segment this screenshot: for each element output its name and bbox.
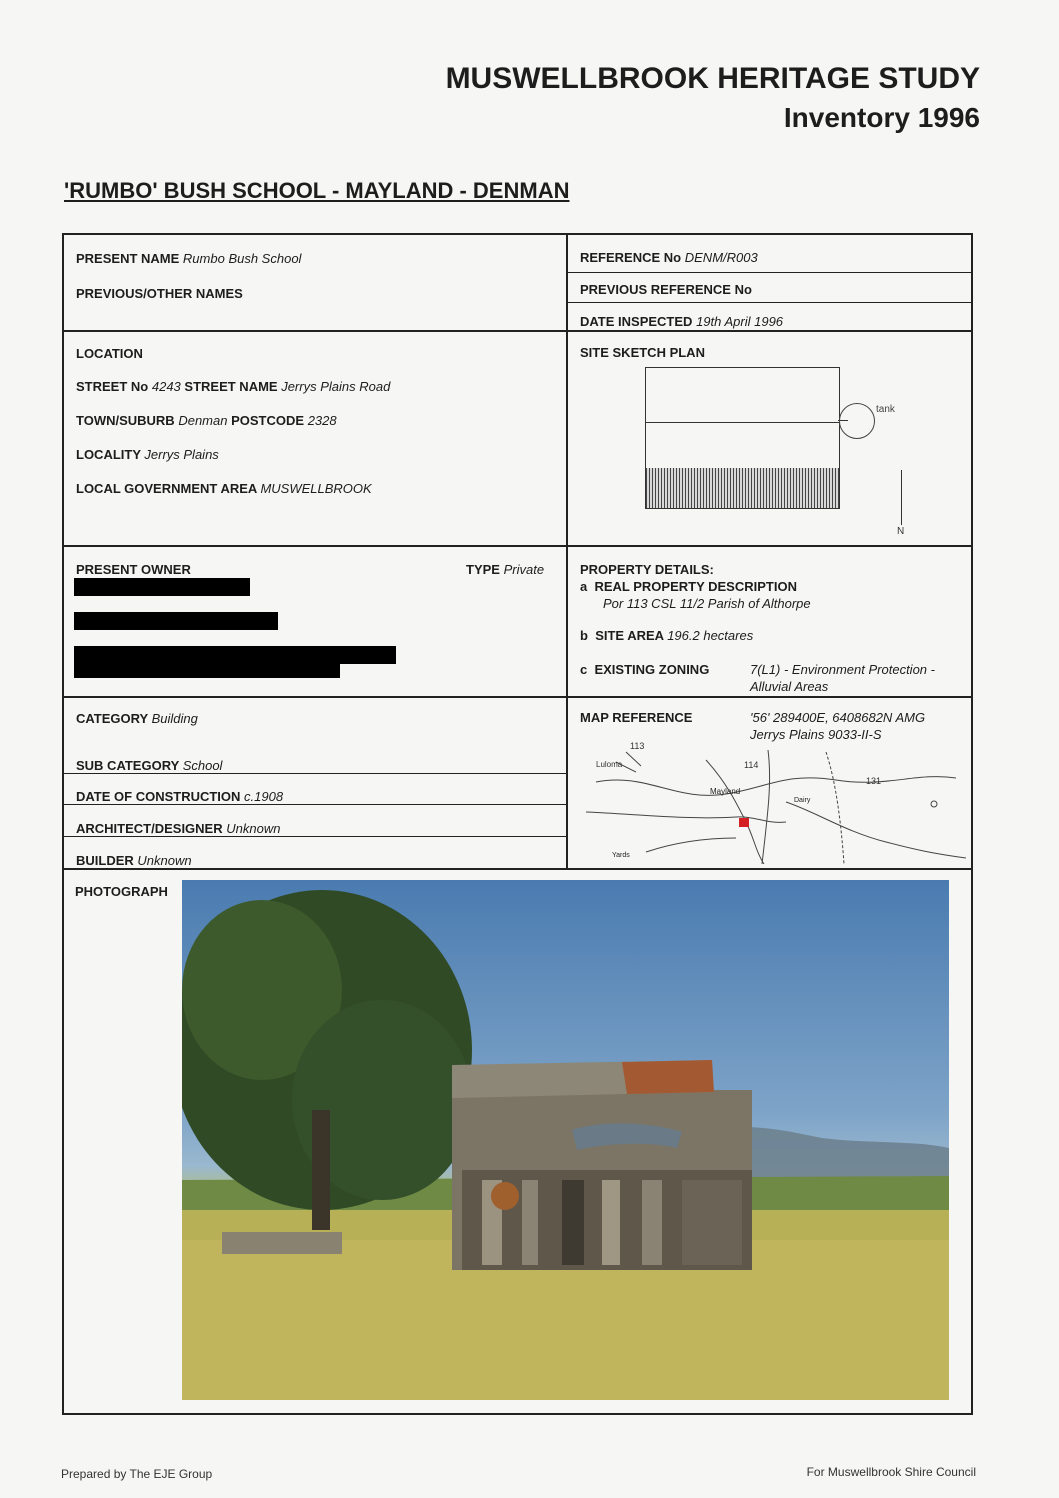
town-value: Denman (178, 413, 228, 428)
reference-value: DENM/R003 (684, 250, 758, 265)
reference-label: REFERENCE No (580, 250, 682, 265)
date-construction-field (76, 789, 283, 804)
prop-b-value: 196.2 hectares (667, 628, 754, 643)
street-name-label: STREET NAME (184, 379, 278, 394)
previous-names-label: PREVIOUS/OTHER NAMES (76, 286, 243, 301)
map-circle-icon (931, 801, 937, 807)
sub-category-field (76, 758, 222, 773)
street-no-value: 4243 (151, 379, 181, 394)
map-reference-label: MAP REFERENCE (580, 710, 693, 725)
reference-field (580, 250, 758, 265)
architect-label: ARCHITECT/DESIGNER (76, 821, 223, 836)
map-label-dairy: Dairy (794, 797, 811, 804)
tank-label: tank (876, 404, 895, 415)
locality-field (76, 447, 219, 462)
category-field (76, 711, 198, 726)
redaction-block (74, 578, 250, 596)
postcode-label: POSTCODE (231, 413, 305, 428)
type-field (466, 562, 544, 577)
architect-value: Unknown (226, 821, 281, 836)
location-label: LOCATION (76, 346, 143, 361)
builder-label: BUILDER (76, 853, 134, 868)
present-name-value: Rumbo Bush School (182, 251, 302, 266)
prop-b-field (580, 628, 753, 643)
postcode-value: 2328 (307, 413, 337, 428)
date-inspected-value: 19th April 1996 (696, 314, 784, 329)
redaction-block (74, 646, 396, 664)
category-value: Building (151, 711, 198, 726)
prop-c-letter: c (580, 662, 588, 677)
item-title: 'RUMBO' BUSH SCHOOL - MAYLAND - DENMAN (64, 178, 570, 203)
lga-field (76, 481, 372, 496)
map-label-yards: Yards (612, 852, 630, 859)
architect-field (76, 821, 280, 836)
date-inspected-label: DATE INSPECTED (580, 314, 693, 329)
prop-b-letter: b (580, 628, 588, 643)
inventory-year: Inventory 1996 (783, 102, 980, 133)
locality-label: LOCALITY (76, 447, 141, 462)
map-reference-1: '56' 289400E, 6408682N AMG (750, 710, 926, 725)
date-construction-label: DATE OF CONSTRUCTION (76, 789, 241, 804)
tank-circle (839, 403, 875, 439)
footer-left: Prepared by The EJE Group (61, 1467, 213, 1481)
redaction-block (74, 612, 278, 630)
prop-c-field (580, 662, 709, 677)
street-no-label: STREET No (76, 379, 149, 394)
prop-a-field (580, 579, 797, 594)
map-label-114: 114 (744, 760, 759, 770)
map-label-113: 113 (630, 742, 645, 751)
sub-category-label: SUB CATEGORY (76, 758, 180, 773)
property-details-label: PROPERTY DETAILS: (580, 562, 714, 577)
photograph-label: PHOTOGRAPH (75, 884, 168, 899)
site-sketch-plan (645, 367, 840, 509)
street-name-value: Jerrys Plains Road (281, 379, 391, 394)
lga-value: MUSWELLBROOK (260, 481, 372, 496)
category-label: CATEGORY (76, 711, 148, 726)
street-field (76, 379, 390, 394)
type-label: TYPE (466, 562, 500, 577)
present-name-label: PRESENT NAME (76, 251, 180, 266)
north-arrow-icon (901, 470, 902, 525)
north-label: N (897, 526, 905, 537)
map-label-luloma: Luloma (596, 760, 623, 769)
town-label: TOWN/SUBURB (76, 413, 175, 428)
present-name-field (76, 251, 301, 266)
prop-c-value-1: 7(L1) - Environment Protection - (750, 662, 935, 677)
builder-field (76, 853, 192, 868)
redaction-block (74, 664, 340, 678)
study-title: MUSWELLBROOK HERITAGE STUDY (445, 62, 980, 95)
location-map (586, 742, 966, 864)
prop-b-label: SITE AREA (595, 628, 664, 643)
footer-right: For Muswellbrook Shire Council (806, 1465, 976, 1479)
location-map-svg (586, 742, 966, 864)
prop-c-label: EXISTING ZONING (594, 662, 710, 677)
present-owner-label: PRESENT OWNER (76, 562, 191, 577)
builder-value: Unknown (137, 853, 192, 868)
map-label-131: 131 (866, 776, 882, 786)
prop-c-value-2: Alluvial Areas (750, 679, 829, 694)
locality-value: Jerrys Plains (144, 447, 219, 462)
site-sketch-label: SITE SKETCH PLAN (580, 345, 705, 360)
prop-a-letter: a (580, 579, 588, 594)
previous-reference-label: PREVIOUS REFERENCE No (580, 282, 752, 297)
town-field (76, 413, 337, 428)
site-photograph (182, 880, 949, 1400)
sub-category-value: School (182, 758, 223, 773)
map-label-mayland: Mayland (710, 787, 741, 796)
type-value: Private (503, 562, 545, 577)
date-inspected-field (580, 314, 783, 329)
date-construction-value: c.1908 (244, 789, 284, 804)
prop-a-value: Por 113 CSL 11/2 Parish of Althorpe (603, 596, 811, 611)
lga-label: LOCAL GOVERNMENT AREA (76, 481, 257, 496)
map-reference-2: Jerrys Plains 9033-II-S (750, 727, 882, 742)
site-location-marker (739, 818, 749, 827)
photo-scene (182, 880, 949, 1400)
prop-a-label: REAL PROPERTY DESCRIPTION (594, 579, 797, 594)
